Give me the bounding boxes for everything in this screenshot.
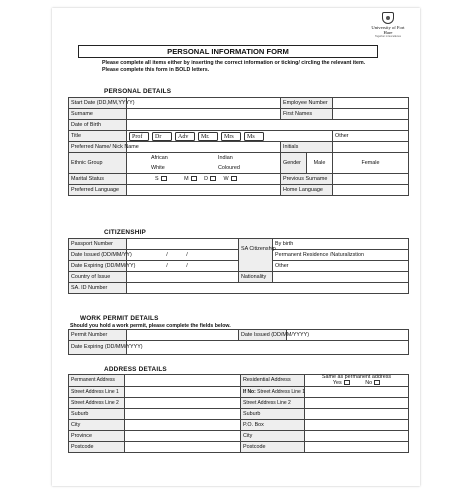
previous-surname-field[interactable] xyxy=(333,174,409,185)
ethnic-option-african[interactable]: African xyxy=(151,155,168,161)
previous-surname-label: Previous Surname xyxy=(281,174,333,185)
res-postcode-field[interactable] xyxy=(305,441,409,452)
same-as-permanent-yes-checkbox[interactable] xyxy=(344,380,350,385)
crest-icon xyxy=(382,12,394,24)
passport-date-issued-label: Date Issued (DD/MM/YY) xyxy=(69,250,127,261)
sa-citizenship-label: SA Citizenship xyxy=(239,239,273,272)
res-city-label: City xyxy=(241,430,305,441)
address-table xyxy=(68,374,409,453)
res-street-line-2-label: Street Address Line 2 xyxy=(241,397,305,408)
citizenship-heading: CITIZENSHIP xyxy=(104,229,146,236)
home-language-label: Home Language xyxy=(281,185,333,196)
res-street-line-1-text: Street Address Line 1 xyxy=(257,388,305,395)
marital-checkbox-w[interactable] xyxy=(231,176,237,181)
first-names-label: First Names xyxy=(281,109,333,120)
marital-status-options xyxy=(127,174,281,185)
ethnic-group-options xyxy=(127,153,281,174)
title-other-label: Other xyxy=(335,133,349,139)
sa-id-number-label: SA. ID Number xyxy=(69,283,127,294)
same-as-permanent-cell xyxy=(305,375,409,387)
nationality-field[interactable] xyxy=(273,272,409,283)
marital-checkbox-s[interactable] xyxy=(161,176,167,181)
employee-number-label: Employee Number xyxy=(281,98,333,109)
logo-university-name: University of Fort Hare xyxy=(371,25,405,35)
title-option-adv[interactable]: Adv xyxy=(175,132,195,141)
nationality-label: Nationality xyxy=(239,272,273,283)
initials-label: Initials xyxy=(281,142,333,153)
perm-street-line-1-label: Street Address Line 1 xyxy=(69,386,125,397)
permanent-address-field[interactable] xyxy=(125,375,241,387)
marital-checkbox-d[interactable] xyxy=(210,176,216,181)
perm-street-line-2-field[interactable] xyxy=(125,397,241,408)
marital-option-w[interactable]: W xyxy=(223,176,229,182)
gender-label: Gender xyxy=(281,153,307,174)
gender-male[interactable]: Male xyxy=(307,153,333,174)
preferred-name-field[interactable] xyxy=(127,142,281,153)
same-as-permanent-no-checkbox[interactable] xyxy=(374,380,380,385)
perm-province-field[interactable] xyxy=(125,430,241,441)
permit-number-label: Permit Number xyxy=(69,330,127,341)
res-street-line-1-field[interactable] xyxy=(305,386,409,397)
date-of-birth-field[interactable] xyxy=(127,120,409,131)
passport-date-expiring-field[interactable] xyxy=(127,261,239,272)
marital-option-s[interactable]: S xyxy=(155,176,159,182)
title-options xyxy=(127,131,333,142)
initials-field[interactable] xyxy=(333,142,409,153)
title-option-dr[interactable]: Dr xyxy=(152,132,172,141)
work-permit-heading: WORK PERMIT DETAILS xyxy=(80,315,159,322)
citizenship-by-birth[interactable]: By birth xyxy=(273,239,409,250)
perm-postcode-label: Postcode xyxy=(69,441,125,452)
title-other[interactable] xyxy=(333,131,409,142)
res-suburb-field[interactable] xyxy=(305,408,409,419)
date-separator: / xyxy=(186,263,188,269)
date-separator: / xyxy=(166,252,168,258)
work-permit-table xyxy=(68,329,409,355)
form-intro: Please complete all items either by inserting the correct information or ticking/ circling the relevant item. Please complete this form in BOLD letters. xyxy=(102,60,366,73)
permit-date-expiring-label: Date Expiring (DD/MM/YYYY) xyxy=(69,341,127,355)
permit-number-field[interactable] xyxy=(127,330,239,341)
form-title: PERSONAL INFORMATION FORM xyxy=(78,45,378,58)
personal-details-table xyxy=(68,97,409,196)
preferred-language-field[interactable] xyxy=(127,185,281,196)
surname-label: Surname xyxy=(69,109,127,120)
surname-field[interactable] xyxy=(127,109,281,120)
address-heading: ADDRESS DETAILS xyxy=(104,366,167,373)
permanent-address-label: Permanent Address xyxy=(69,375,125,387)
title-option-ms[interactable]: Ms xyxy=(244,132,264,141)
date-separator: / xyxy=(186,252,188,258)
res-street-line-1-label xyxy=(241,386,305,397)
logo-motto: Together in Excellence xyxy=(374,35,402,38)
passport-date-expiring-label: Date Expiring (DD/MM/YY) xyxy=(69,261,127,272)
home-language-field[interactable] xyxy=(333,185,409,196)
start-date-label: Start Date (DD,MM,YYYY) xyxy=(69,98,127,109)
residential-address-label: Residential Address xyxy=(241,375,305,387)
title-option-prof[interactable]: Prof xyxy=(129,132,149,141)
passport-number-field[interactable] xyxy=(127,239,239,250)
passport-date-issued-field[interactable] xyxy=(127,250,239,261)
title-option-mrs[interactable]: Mrs xyxy=(221,132,241,141)
university-logo xyxy=(368,12,408,38)
marital-status-label: Marital Status xyxy=(69,174,127,185)
same-as-permanent-label: Same as permanent address xyxy=(321,374,392,380)
sa-id-number-field[interactable] xyxy=(127,283,409,294)
ethnic-option-coloured[interactable]: Coloured xyxy=(218,165,240,171)
employee-number-field[interactable] xyxy=(333,98,409,109)
citizenship-permanent-residence[interactable]: Permanent Residence /Naturalizstion xyxy=(273,250,409,261)
po-box-field[interactable] xyxy=(305,419,409,430)
preferred-language-label: Preferred Language xyxy=(69,185,127,196)
ethnic-option-white[interactable]: White xyxy=(151,165,165,171)
perm-province-label: Province xyxy=(69,430,125,441)
marital-option-d[interactable]: D xyxy=(204,176,209,182)
perm-suburb-label: Suburb xyxy=(69,408,125,419)
ethnic-option-indian[interactable]: Indian xyxy=(218,155,233,161)
if-no-label: If No: xyxy=(243,388,256,395)
country-of-issue-field[interactable] xyxy=(127,272,239,283)
marital-option-m[interactable]: M xyxy=(184,176,189,182)
perm-city-label: City xyxy=(69,419,125,430)
same-as-permanent-no[interactable]: No xyxy=(365,379,373,386)
passport-number-label: Passport Number xyxy=(69,239,127,250)
res-city-field[interactable] xyxy=(305,430,409,441)
citizenship-table xyxy=(68,238,409,294)
po-box-label: P.O. Box xyxy=(241,419,305,430)
res-postcode-label: Postcode xyxy=(241,441,305,452)
perm-postcode-field[interactable] xyxy=(125,441,241,452)
citizenship-other[interactable]: Other xyxy=(273,261,409,272)
date-of-birth-label: Date of Birth xyxy=(69,120,127,131)
country-of-issue-label: Country of Issue xyxy=(69,272,127,283)
res-street-line-2-field[interactable] xyxy=(305,397,409,408)
permit-date-expiring-field[interactable] xyxy=(127,341,409,355)
same-as-permanent-yes[interactable]: Yes xyxy=(332,379,342,386)
title-option-mr[interactable]: Mr. xyxy=(198,132,218,141)
permit-date-issued-label: Date Issued (DD/MM/YYYY) xyxy=(239,330,287,341)
perm-street-line-1-field[interactable] xyxy=(125,386,241,397)
first-names-field[interactable] xyxy=(333,109,409,120)
personal-details-heading: PERSONAL DETAILS xyxy=(104,88,172,95)
perm-suburb-field[interactable] xyxy=(125,408,241,419)
work-permit-note: Should you hold a work permit, please complete the fields below. xyxy=(70,323,231,329)
date-separator: / xyxy=(166,263,168,269)
res-suburb-label: Suburb xyxy=(241,408,305,419)
marital-checkbox-m[interactable] xyxy=(191,176,197,181)
ethnic-group-label: Ethnic Group xyxy=(69,153,127,174)
start-date-field[interactable] xyxy=(127,98,281,109)
perm-city-field[interactable] xyxy=(125,419,241,430)
preferred-name-label: Preferred Name/ Nick Name xyxy=(69,142,127,153)
title-label: Title xyxy=(69,131,127,142)
gender-female[interactable]: Female xyxy=(333,153,409,174)
perm-street-line-2-label: Street Address Line 2 xyxy=(69,397,125,408)
